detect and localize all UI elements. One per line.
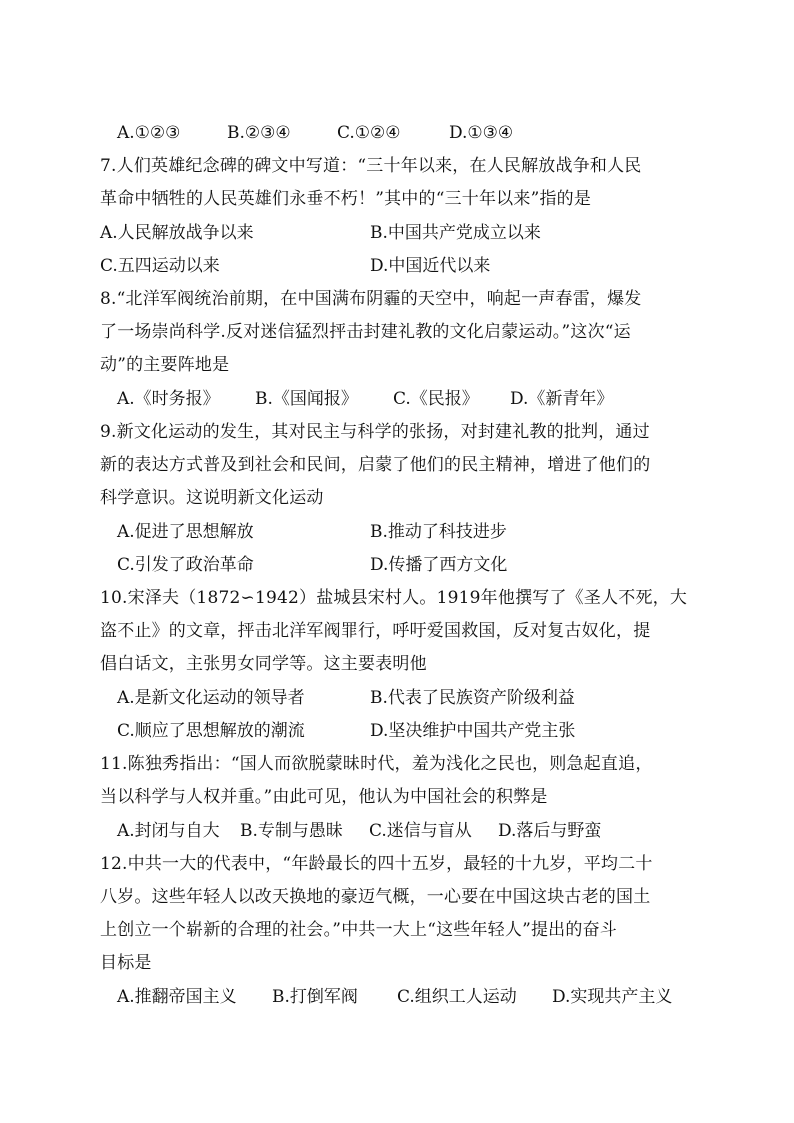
q11-stem-line-1: 11.陈独秀指出：“国人而欲脱蒙昧时代，羞为浅化之民也，则急起直追， — [100, 754, 653, 774]
q7-option-b: B.中国共产党成立以来 — [370, 223, 541, 243]
q9-option-b: B.推动了科技进步 — [370, 522, 507, 542]
q8-option-a: A.《时务报》 — [117, 389, 220, 409]
q6-option-a: A.①②③ — [117, 123, 181, 143]
q12-stem-line-2: 八岁。这些年轻人以改天换地的豪迈气概，一心要在中国这块古老的国土 — [100, 887, 651, 907]
q8-stem-line-2: 了一场崇尚科学.反对迷信猛烈抨击封建礼教的文化启蒙运动。”这次“运 — [100, 322, 631, 342]
q8-option-d: D.《新青年》 — [510, 389, 614, 409]
q8-option-c: C.《民报》 — [393, 389, 479, 409]
q9-option-c: C.引发了政治革命 — [117, 555, 254, 575]
q12-stem-line-1: 12.中共一大的代表中，“年龄最长的四十五岁，最轻的十九岁，平均二十 — [100, 854, 653, 874]
q9-stem-line-2: 新的表达方式普及到社会和民间，启蒙了他们的民主精神，增进了他们的 — [100, 455, 651, 475]
q12-option-d: D.实现共产主义 — [552, 987, 673, 1007]
q6-option-d: D.①③④ — [449, 123, 514, 143]
q7-option-d: D.中国近代以来 — [370, 256, 491, 276]
q10-option-d: D.坚决维护中国共产党主张 — [370, 721, 576, 741]
q9-option-d: D.传播了西方文化 — [370, 555, 508, 575]
q12-option-a: A.推翻帝国主义 — [117, 987, 237, 1007]
q7-stem-line-2: 革命中牺牲的人民英雄们永垂不朽！”其中的“三十年以来”指的是 — [100, 189, 592, 209]
q12-option-b: B.打倒军阀 — [272, 987, 358, 1007]
q12-stem-line-4: 目标是 — [100, 953, 152, 973]
q10-option-c: C.顺应了思想解放的潮流 — [117, 721, 305, 741]
q10-stem-line-1: 10.宋泽夫（1872∽1942）盐城县宋村人。1919年他撰写了《圣人不死，大 — [100, 588, 688, 608]
q11-option-d: D.落后与野蛮 — [498, 821, 602, 841]
q8-stem-line-1: 8.“北洋军阀统治前期，在中国满布阴霾的天空中，响起一声春雷，爆发 — [100, 289, 642, 309]
q10-option-b: B.代表了民族资产阶级利益 — [370, 688, 575, 708]
q8-stem-line-3: 动”的主要阵地是 — [100, 355, 230, 375]
q11-option-b: B.专制与愚昧 — [240, 821, 343, 841]
q10-stem-line-2: 盗不止》的文章，抨击北洋军阀罪行，呼吁爱国救国，反对复古奴化，提 — [100, 621, 651, 641]
q9-stem-line-3: 科学意识。这说明新文化运动 — [100, 488, 324, 508]
q8-option-b: B.《国闻报》 — [255, 389, 358, 409]
q10-option-a: A.是新文化运动的领导者 — [117, 688, 305, 708]
q7-option-a: A.人民解放战争以来 — [100, 223, 254, 243]
q7-stem-line-1: 7.人们英雄纪念碑的碑文中写道：“三十年以来，在人民解放战争和人民 — [100, 156, 642, 176]
q9-stem-line-1: 9.新文化运动的发生，其对民主与科学的张扬，对封建礼教的批判，通过 — [100, 422, 650, 442]
q11-option-c: C.迷信与盲从 — [369, 821, 472, 841]
q11-stem-line-2: 当以科学与人权并重。”由此可见，他认为中国社会的积弊是 — [100, 787, 548, 807]
q11-option-a: A.封闭与自大 — [117, 821, 220, 841]
q12-stem-line-3: 上创立一个崭新的合理的社会。”中共一大上“这些年轻人”提出的奋斗 — [100, 920, 617, 940]
q6-option-c: C.①②④ — [337, 123, 401, 143]
q6-option-b: B.②③④ — [227, 123, 291, 143]
q7-option-c: C.五四运动以来 — [100, 256, 220, 276]
q9-option-a: A.促进了思想解放 — [117, 522, 254, 542]
q12-option-c: C.组织工人运动 — [397, 987, 517, 1007]
q10-stem-line-3: 倡白话文，主张男女同学等。这主要表明他 — [100, 654, 427, 674]
